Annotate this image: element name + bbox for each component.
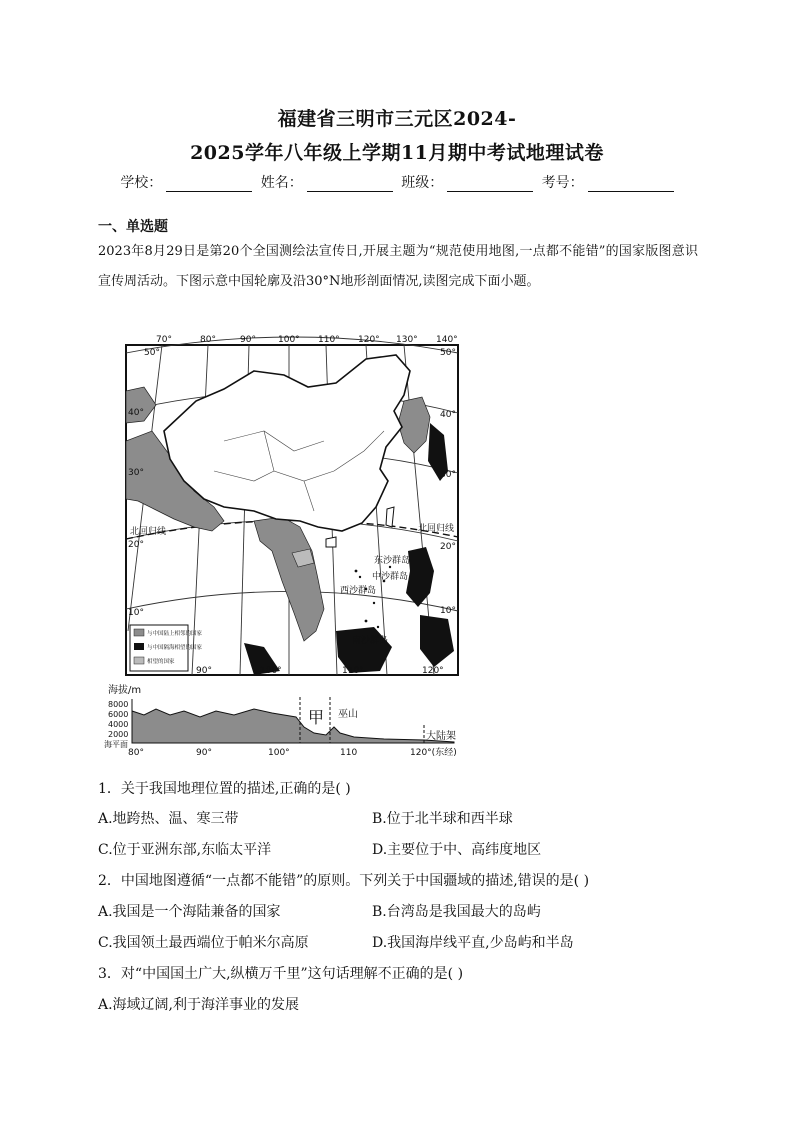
question-2-option-d[interactable]: D.我国海岸线平直,少岛屿和半岛	[372, 935, 574, 951]
lon-label: 90°	[196, 666, 212, 676]
question-3-stem: 3．对“中国国土广大,纵横万千里”这句话理解不正确的是( )	[98, 966, 464, 982]
marker-wushan: 巫山	[338, 709, 358, 720]
lon-label: 70°	[156, 335, 172, 345]
school-blank[interactable]	[166, 177, 252, 192]
question-2-option-a[interactable]: A.我国是一个海陆兼备的国家	[98, 904, 281, 920]
lat-label: 20°	[440, 542, 456, 552]
question-1-option-d[interactable]: D.主要位于中、高纬度地区	[372, 842, 542, 858]
legend-label: 与中国陆上相邻的国家	[147, 631, 203, 637]
lat-label: 30°	[128, 468, 144, 478]
profile-terrain	[132, 709, 454, 743]
lon-label: 120°	[358, 335, 380, 345]
island-label-nansha: 南沙群岛	[352, 636, 389, 646]
question-2-option-b[interactable]: B.台湾岛是我国最大的岛屿	[372, 904, 541, 920]
question-2-stem: 2．中国地图遵循“一点都不能错”的原则。下列关于中国疆域的描述,错误的是( )	[98, 873, 590, 889]
island-label-dongsha: 东沙群岛	[374, 556, 411, 566]
question-1-option-a[interactable]: A.地跨热、温、寒三带	[98, 811, 239, 827]
marker-shelf: 大陆架	[426, 731, 456, 742]
question-1-stem: 1．关于我国地理位置的描述,正确的是( )	[98, 781, 351, 797]
lon-label: 130°	[396, 335, 418, 345]
exam-number-label: 考号：	[541, 175, 584, 191]
lon-label: 120°	[422, 666, 444, 676]
profile-y-ticks	[104, 700, 128, 749]
lat-label: 40°	[440, 410, 456, 420]
y-tick: 4000	[108, 720, 129, 729]
class-label: 班级：	[401, 175, 444, 191]
lat-label: 30°	[440, 470, 456, 480]
profile-x-ticks	[128, 746, 457, 758]
lon-labels	[156, 335, 458, 345]
china-map-figure	[104, 331, 466, 761]
profile-ylabel: 海拔/m	[108, 685, 142, 696]
lat-label: 20°	[128, 540, 144, 550]
exam-title-line1: 福建省三明市三元区2024-	[277, 108, 517, 130]
x-tick: 110	[340, 748, 358, 758]
y-tick: 8000	[108, 700, 129, 709]
lat-label: 50°	[144, 348, 160, 358]
y-tick: 海平面	[104, 740, 128, 749]
lon-label: 80°	[200, 335, 216, 345]
marker-jia: 甲	[308, 708, 325, 727]
legend-label: 与中国隔海相望的国家	[147, 645, 203, 651]
x-tick: 120°(东经)	[410, 748, 457, 758]
tropic-label-right: 北回归线	[418, 524, 455, 534]
x-tick: 80°	[128, 748, 144, 758]
lon-label: 110°	[318, 335, 340, 345]
lat-label: 50°	[440, 348, 456, 358]
island-label-xisha: 西沙群岛	[340, 586, 377, 596]
question-1-option-b[interactable]: B.位于北半球和西半球	[372, 811, 513, 827]
x-tick: 100°	[268, 748, 290, 758]
section-intro: 2023年8月29日是第20个全国测绘法宣传日,开展主题为“规范使用地图,一点都不能错”的国家版图意识宣传周活动。下图示意中国轮廓及沿30°N地形剖面情况,读图完成下面小题。	[98, 244, 698, 289]
lat-label: 40°	[128, 408, 144, 418]
island-label-zhongsha: 中沙群岛	[372, 572, 409, 582]
legend-label: 相望的国家	[147, 659, 175, 665]
student-info-row	[0, 172, 794, 192]
lon-label: 90°	[240, 335, 256, 345]
lon-label: 140°	[436, 335, 458, 345]
class-blank[interactable]	[447, 177, 533, 192]
y-tick: 6000	[108, 710, 129, 719]
lon-label: 100°	[278, 335, 300, 345]
question-2-option-c[interactable]: C.我国领土最西端位于帕米尔高原	[98, 935, 309, 951]
question-3-option-a[interactable]: A.海域辽阔,利于海洋事业的发展	[98, 997, 300, 1013]
name-blank[interactable]	[307, 177, 393, 192]
y-tick: 2000	[108, 730, 129, 739]
school-label: 学校：	[120, 175, 163, 191]
section-title: 一、单选题	[98, 219, 168, 235]
x-tick: 90°	[196, 748, 212, 758]
question-1-option-c[interactable]: C.位于亚洲东部,东临太平洋	[98, 842, 272, 858]
name-label: 姓名：	[260, 175, 303, 191]
terrain-profile	[104, 683, 457, 758]
hainan-island	[326, 537, 336, 547]
lon-label: 110°	[342, 666, 364, 676]
lat-label: 10°	[440, 606, 456, 616]
map-svg	[104, 331, 466, 761]
exam-title-line2: 2025学年八年级上学期11月期中考试地理试卷	[190, 142, 604, 164]
taiwan-island	[386, 507, 394, 527]
lon-label: 100°	[260, 666, 282, 676]
lat-label: 10°	[128, 608, 144, 618]
tropic-label-left: 北回归线	[130, 527, 167, 537]
exam-number-blank[interactable]	[588, 177, 674, 192]
